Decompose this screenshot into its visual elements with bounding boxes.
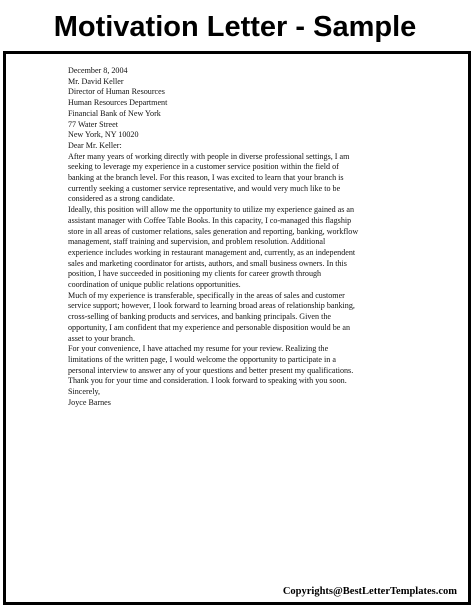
paragraph-line: service support; however, I look forward to learning broad areas of relationship banking, [68,301,355,311]
paragraph-line: opportunity, I am confident that my experience and personable disposition would be an [68,322,351,332]
closing: Sincerely, [68,387,101,397]
paragraph-line: coordination of unique public relations opportunities. [68,280,241,290]
recipient-line: 77 Water Street [68,119,118,129]
paragraph-line: store in all areas of customer relations, sales generation and reporting, banking, workflow [68,226,359,236]
paragraph-4 [68,344,450,387]
letter-body [68,66,450,409]
salutation: Dear Mr. Keller: [68,140,122,150]
copyright-footer: Copyrights@BestLetterTemplates.com [282,586,457,597]
paragraph-line: banking at the branch level. For this reason, I was excited to learn that your branch is [68,173,344,183]
paragraph-line: personal interview to answer any of your questions and better present my qualifications. [68,365,354,375]
paragraph-line: assistant manager with Coffee Table Books. In this capacity, I co-managed this flagship [68,215,352,225]
paragraph-line: experience includes working in restaurant management and, currently, as an independent [68,247,356,257]
paragraph-line: Ideally, this position will allow me the opportunity to utilize my experience gained as an [68,205,355,215]
recipient-address [68,77,450,141]
paragraph-2 [68,205,450,291]
paragraph-1 [68,152,450,206]
recipient-line: New York, NY 10020 [68,130,139,140]
recipient-line: Financial Bank of New York [68,108,161,118]
paragraph-3 [68,291,450,345]
paragraph-line: position, I have succeeded in positioning my clients for career growth through [68,269,322,279]
paragraph-line: asset to your branch. [68,333,135,343]
page-banner-title: Motivation Letter - Sample [53,11,417,43]
recipient-line: Human Resources Department [68,98,168,108]
paragraph-line: management, staff training and supervision, and problem resolution. Additional [68,237,326,247]
paragraph-line: currently seeking a customer service representative, and would very much like to be [68,183,341,193]
paragraph-line: seeking to leverage my experience in a customer service position within the field of [68,162,339,172]
recipient-line: Mr. David Keller [68,76,124,86]
paragraph-line: For your convenience, I have attached my resume for your review. Realizing the [68,344,329,354]
paragraph-line: cross-selling of banking products and services, and banking principals. Given the [68,312,331,322]
signature-name: Joyce Barnes [68,397,111,407]
paragraph-line: sales and marketing coordinator for artists, authors, and small business owners. In this [68,258,347,268]
paragraph-line: Much of my experience is transferable, specifically in the areas of sales and customer [68,290,345,300]
letter-date: December 8, 2004 [68,66,128,75]
paragraph-line: After many years of working directly with people in diverse professional settings, I am [68,151,350,161]
recipient-line: Director of Human Resources [68,87,165,97]
paragraph-line: limitations of the written page, I would welcome the opportunity to participate in a [68,354,336,364]
paragraph-line: Thank you for your time and consideration. I look forward to speaking with you soon. [68,376,347,386]
paragraph-line: considered as a strong candidate. [68,194,175,204]
